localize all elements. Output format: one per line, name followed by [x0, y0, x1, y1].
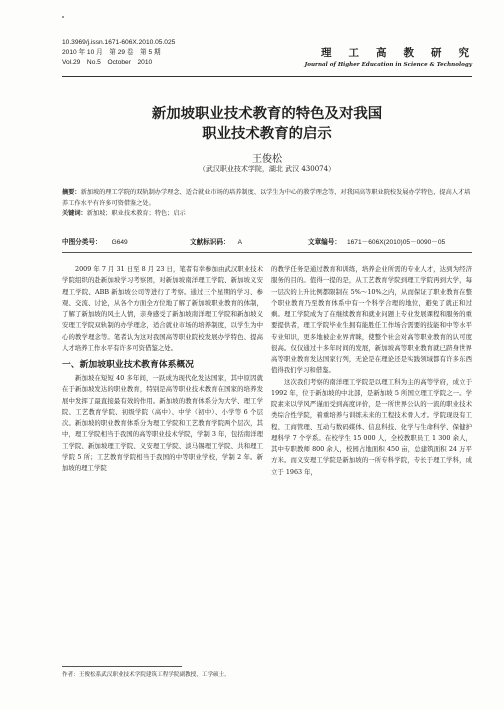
section-heading: 一、新加坡职业技术教育体系概况 — [62, 359, 194, 369]
doc-code — [190, 236, 242, 246]
title-line-2: 职业技术教育的启示 — [202, 125, 332, 142]
keywords-label: 关键词： — [62, 210, 87, 218]
issue-date: 2010 年 10 月 第 29 卷 第 5 期 — [62, 49, 161, 56]
journal-name — [304, 47, 486, 70]
abstract — [62, 188, 472, 209]
body-column-right — [271, 264, 472, 478]
author-affiliation: （武汉职业技术学院，湖北 武汉 430074） — [198, 165, 336, 173]
doi-text: 10.3969/j.issn.1671-606X.2010.05.025 — [62, 39, 176, 46]
page-mark — [62, 16, 64, 18]
title-line-1: 新加坡职业技术教育的特色及对我国 — [151, 105, 383, 122]
article-title — [62, 104, 472, 144]
volume-line: Vol.29 No.5 October 2010 — [62, 59, 153, 66]
issue-info — [62, 38, 175, 68]
keywords — [62, 209, 472, 220]
meta-rule — [62, 252, 472, 253]
article-number — [308, 236, 445, 246]
doc-code-label: 文献标识码： — [190, 239, 230, 246]
article-number-value: 1671－606X(2010)05－0090－05 — [346, 239, 446, 246]
author-name: 王俊松 — [252, 154, 282, 165]
journal-name-cn: 理工高教研究 — [321, 47, 486, 59]
clc-label: 中图分类号： — [62, 239, 102, 246]
abstract-text: 新加坡的理工学院的双轨制办学理念、适合就业市场的培养制度、以学生为中心的教学理念等，对我国高等职业院校发展办学特色，提高人才培养工作水平有许多可资借鉴之处。 — [62, 189, 471, 207]
body-paragraph: 新加坡在短短 40 多年间，一跃成为现代化发达国家，其中原因就在于新加坡发达的职业教育，特别是高等职业技术教育在国家的培养发展中发挥了最直接最有效的作用。新加坡的教育体系分为大学、理工学院、工艺教育学院、初级学院（高中）、中学（初中）、小学等 6 个层次。新加坡的职业教育体系分为理工学院和工艺教育学院两个层次，其中，理工学院相当于我国的高等职业技术学院，学制 3 年，包括南洋理工学院、新加坡理工学院、义安理工学院、淡马锡理工学院、共和理工学院 5 所；工艺教育学院相当于我国的中等职业学校，学制 2 年。新加坡的理工学院 — [62, 374, 263, 472]
journal-name-en: Journal of Higher Education in Science & Technology — [304, 62, 472, 68]
article-number-label: 文章编号： — [308, 239, 341, 246]
clc-value: G649 — [111, 239, 128, 246]
doc-code-value: A — [237, 239, 242, 246]
author-footnote: 作者：王俊松系武汉职业技术学院建筑工程学院副教授，工学硕士。 — [62, 672, 230, 678]
body-column-left — [62, 264, 263, 474]
abstract-block — [62, 188, 472, 220]
body-paragraph: 的教学任务是通过教育和训练，培养企业所需的专业人才，达到为经济服务的目的。值得一提的是，从工艺教育学院到理工学院再到大学，每一层次的上升比例都限制在 5%～10%之内，从而保证了职业教育在整个职业教育乃至教育体系中有一个科学合理的地位，避免了就正和过剩。理工学院成为了在继续教育和就业问题上专业发展课程和服务的重要提供者，理工学院毕业生拥有能胜任工作场合需要的技能和中等水平专业知识，更多地被企业界青睐，使整个社会对高等职业教育的认可度很高。仅仅通过十多年时间的发展，新加坡高等职业教育就已跻身世界高等职业教育发达国家行列，无论是在理论还是实践领域都有许多东西值得我们学习和借鉴。 — [271, 265, 472, 375]
body-paragraph: 2009 年 7 月 31 日至 8 月 23 日，笔者有幸参加由武汉职业技术学院组织的赴新加坡学习考察团，对新加坡南洋理工学院、新加坡义安理工学院、ABB 新加坡公司等进行了考察。通过三个星期的学习、参观、交流、讨论，从各个方面全方位地了解了新加坡职业教育的体制，了解了新加坡的风土人情，亲身感受了新加坡南洋理工学院和新加坡义安理工学院双轨制的办学理念，适合就业市场的培养制度，以学生为中心的教学理念等。笔者认为这对我国高等职业院校发展办学特色、提高人才培养工作水平有许多可资借鉴之处。 — [62, 265, 263, 352]
clc-code — [62, 236, 128, 246]
abstract-label: 摘要： — [62, 189, 81, 196]
body-paragraph: 这次我们考察的南洋理工学院是以理工科为主的高等学府，成立于 1992 年，位于新加坡的中北部，是新加坡 5 所国立理工学院之一。学院素来以学风严谨而受到高度评价，是一所世界公认的一流的职业技术类综合性学院，着重培养与训练未来的工程技术骨人才。学院现设有工程、工商管理、互动与数码媒体、信息科技、化学与生命科学、保健护理科学 7 个学系。在校学生 15 000 人，全校教职员工 1 300 余人，其中专职教师 800 余人，校园占地面积 450 亩，总建筑面积 24 万平方米。而义安理工学院是新加坡的一所专科学院，专长于理工学科，成立于 1963 年， — [271, 377, 472, 476]
footnote-rule — [62, 666, 182, 667]
header-rule — [62, 76, 472, 77]
keywords-text: 新加坡；职业技术教育；特色；启示 — [86, 210, 186, 218]
